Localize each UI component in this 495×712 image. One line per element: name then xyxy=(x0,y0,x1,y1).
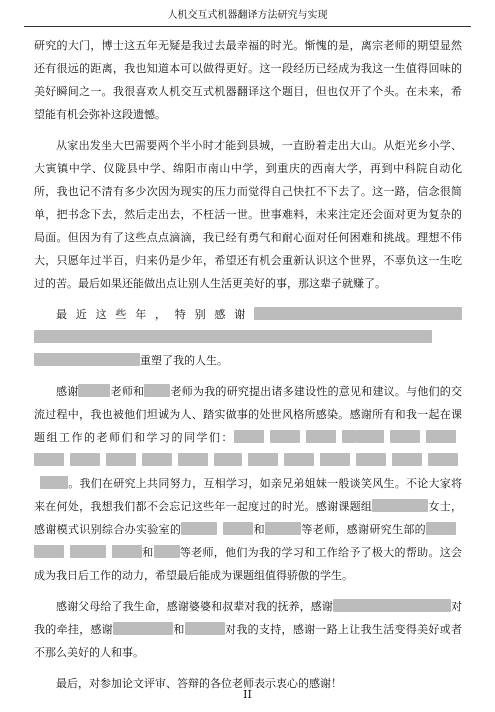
redacted-name xyxy=(181,522,217,535)
redacted-name xyxy=(306,430,336,443)
paragraph-journey: 从家出发坐大巴需要两个半小时才能到县城，一直盼着走出大山。从炬光乡小学、大寅镇中学、仪陇县中学、绵阳市南山中学，到重庆的西南大学，再到中科院自动化所，我也记不清有多少次因为现实的压力而觉得自己快扛不下去了。这一路，信念很简单，把书念下去，然后走出去，不枉活一世。世事难料，未来注定还会面对更为复杂的局面。但因为有了这些点点滴滴，我已经有勇气和耐心面对任何困难和挑战。理想不伟大，只愿年过半百，归来仍是少年，希望还有机会重新认识这个世界，不辜负这一生吃过的苦。最后如果还能做出点让别人生活更美好的事，那这辈子就赚了。 xyxy=(34,139,462,290)
mentor-thanks-lead: 最近这些年，特别感谢 xyxy=(56,308,254,321)
text-segment: 女士，感谢模式识别综合办实验室的 xyxy=(34,500,463,536)
redacted-name xyxy=(342,430,356,443)
text-segment: 等老师，他们为我的学习和工作给予了极大的帮助。这会成为我日后工作的动力，希望最后能成为课题组值得骄傲的学生。 xyxy=(34,546,462,582)
redacted-name xyxy=(248,453,278,466)
paragraph-colleagues-thanks xyxy=(34,380,462,587)
page-number: II xyxy=(243,688,252,701)
redacted-name xyxy=(34,353,140,366)
mentor-thanks-tail: 重塑了我的人生。 xyxy=(140,354,228,367)
redacted-name xyxy=(223,522,253,535)
redacted-name xyxy=(142,453,172,466)
paragraph-committee-thanks: 最后，对参加论文评审、答辩的各位老师表示衷心的感谢！ xyxy=(56,677,342,690)
paragraph-mentor-thanks xyxy=(34,303,462,372)
redacted-name xyxy=(113,622,173,635)
redacted-name xyxy=(254,307,462,320)
redacted-name xyxy=(372,499,428,512)
redacted-name xyxy=(320,453,350,466)
redacted-name xyxy=(333,599,451,612)
text-segment: 感谢父母给了我生命，感谢婆婆和叔辈对我的抚养，感谢 xyxy=(56,600,333,613)
redacted-name xyxy=(392,453,422,466)
text-segment: 对我的支持，感谢一路上让我生活变得美好或者不那么美好的人和事。 xyxy=(34,623,463,659)
redacted-name xyxy=(144,384,170,397)
paragraph-phd-years: 研究的大门，博士这五年无疑是我过去最幸福的时光。惭愧的是，离宗老师的期望显然还有很远的距离，我也知道本可以做得更好。这一段经历已经成为我这一生值得回味的美好瞬间之一。我很喜欢人机交互式机器翻译这个题目，但也仅开了个头。在未来，希望能有机会弥补这段遗憾。 xyxy=(34,39,462,121)
redacted-name xyxy=(390,430,420,443)
text-segment: 老师为我的研究提出诸多建设性的意见和建议。与他们的交流过程中，我也被他们坦诚为人、踏实做事的处世风格所感染。感谢所有和我一起在课题组工作的老师们和学习的同学们： xyxy=(34,385,462,444)
redacted-name xyxy=(112,545,142,558)
acknowledgement-body xyxy=(34,34,462,703)
redacted-name xyxy=(426,430,456,443)
redacted-name xyxy=(178,453,208,466)
redacted-name xyxy=(34,545,64,558)
redacted-name xyxy=(70,545,106,558)
text-segment: 对我的牵挂，感谢 xyxy=(34,600,462,636)
redacted-name xyxy=(40,476,68,489)
redacted-name xyxy=(356,430,384,443)
redacted-name xyxy=(106,453,136,466)
redacted-name xyxy=(34,330,432,343)
text-segment: 感谢 xyxy=(56,385,79,398)
redacted-name xyxy=(428,453,458,466)
redacted-name xyxy=(234,430,264,443)
paragraph-family-thanks xyxy=(34,595,462,664)
redacted-name xyxy=(426,522,456,535)
running-header: 人机交互式机器翻译方法研究与实现 xyxy=(24,6,471,27)
redacted-name xyxy=(284,453,314,466)
text-segment: 。我们在研究上共同努力，互相学习，如亲兄弟姐妹一般谈笑风生。不论大家将来在何处，我想我们都不会忘记这些年一起度过的时光。感谢课题组 xyxy=(34,477,462,513)
text-segment: 和 xyxy=(142,546,154,559)
redacted-name xyxy=(270,430,300,443)
redacted-name xyxy=(34,453,64,466)
redacted-name xyxy=(214,453,242,466)
redacted-name xyxy=(78,384,110,397)
text-segment: 和 xyxy=(253,523,266,536)
text-segment: 和 xyxy=(173,623,185,636)
redacted-name xyxy=(185,622,225,635)
redacted-name xyxy=(154,545,180,558)
redacted-name xyxy=(356,453,386,466)
text-segment: 等老师，感谢研究生部的 xyxy=(301,523,427,536)
redacted-name xyxy=(265,522,301,535)
redacted-name xyxy=(70,453,100,466)
text-segment: 老师和 xyxy=(110,385,145,398)
